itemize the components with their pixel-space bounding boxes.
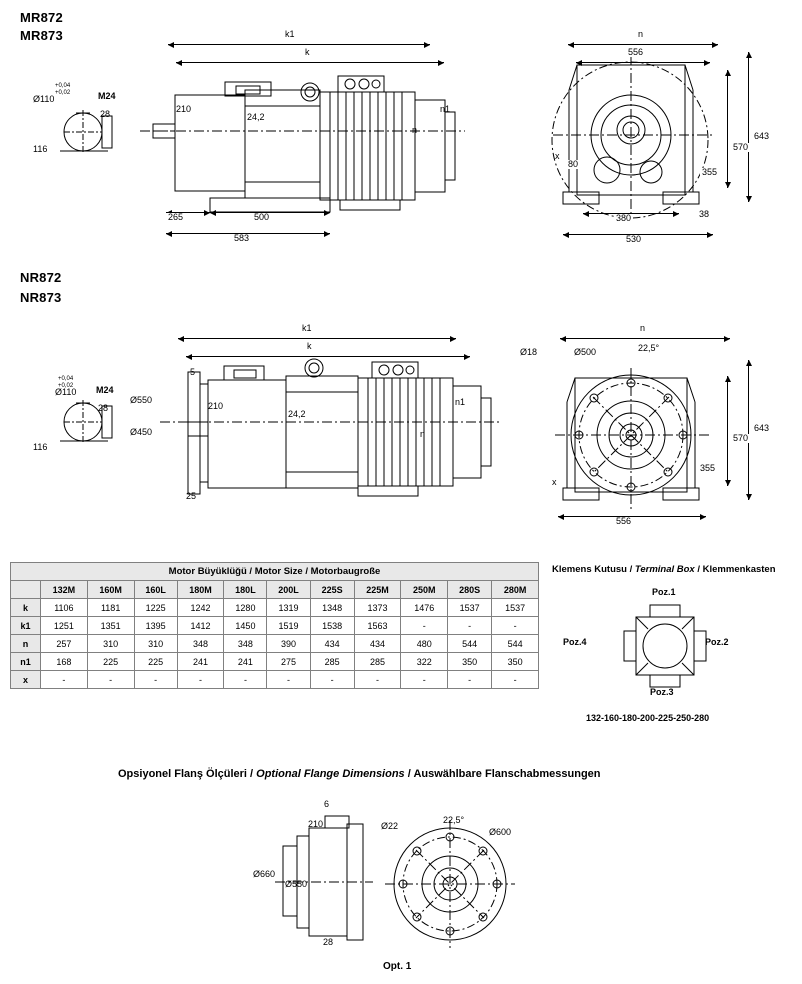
mr-front-dim-355: 355	[702, 167, 718, 177]
cell-n1-225M: 285	[354, 653, 401, 671]
flange-title-de: / Auswählbare Flanschabmessungen	[407, 768, 601, 780]
cell-k1-225M: 1563	[354, 617, 401, 635]
table-row	[11, 617, 539, 635]
table-size-180L: 180L	[224, 581, 267, 599]
table-row	[11, 599, 539, 617]
mr-front-dim-556-line	[576, 62, 710, 63]
cell-n-200L: 390	[267, 635, 310, 653]
cell-k1-132M: 1251	[41, 617, 88, 635]
nr-dim-5: 5	[190, 367, 196, 377]
mr-shaft-len-label: 28	[100, 109, 111, 119]
cell-k-225S: 1348	[310, 599, 354, 617]
cell-k-132M: 1106	[41, 599, 88, 617]
flange-title-tr: Opsiyonel Flanş Ölçüleri /	[118, 768, 254, 780]
cell-k-225M: 1373	[354, 599, 401, 617]
nr-dim-n1: n1	[455, 397, 466, 407]
terminal-box-title-tr: Klemens Kutusu /	[552, 564, 633, 575]
mr-side-view-drawing	[20, 20, 540, 260]
nr-dim-242: 24,2	[288, 409, 306, 419]
cell-x-250M: -	[401, 671, 448, 689]
nr-front-dim-570: 570	[733, 433, 749, 443]
cell-n-250M: 480	[401, 635, 448, 653]
nr-flange-h-label: 116	[33, 442, 48, 452]
table-size-180M: 180M	[177, 581, 224, 599]
cell-k1-160L: 1395	[134, 617, 177, 635]
table-rowlabel-n: n	[11, 635, 41, 653]
table-rowlabel-n1: n1	[11, 653, 41, 671]
table-row	[11, 671, 539, 689]
section-title-mr-line2: MR873	[20, 28, 63, 43]
cell-n1-180M: 241	[177, 653, 224, 671]
nr-dim-k1-text: k1	[302, 323, 312, 333]
table-rowlabel-x: x	[11, 671, 41, 689]
table-size-280S: 280S	[448, 581, 492, 599]
cell-n1-160M: 225	[87, 653, 134, 671]
cell-k1-180M: 1412	[177, 617, 224, 635]
nr-thread-label: M24	[96, 385, 114, 395]
nr-front-dim-n: n	[640, 323, 646, 333]
nr-dim-k-text: k	[307, 341, 312, 351]
flange-dim-210: 210	[308, 819, 324, 829]
cell-n1-132M: 168	[41, 653, 88, 671]
nr-dim-k1-line	[178, 338, 456, 339]
cell-n-132M: 257	[41, 635, 88, 653]
mr-dim-265: 265	[168, 212, 184, 222]
cell-n-180M: 348	[177, 635, 224, 653]
cell-k-280S: 1537	[448, 599, 492, 617]
nr-front-dim-643: 643	[754, 423, 770, 433]
section-title-nr-line1: NR872	[20, 270, 62, 285]
cell-k1-280M: -	[492, 617, 539, 635]
nr-front-dim-556: 556	[616, 516, 632, 526]
flange-dim-600: Ø600	[489, 827, 512, 837]
cell-k1-180L: 1450	[224, 617, 267, 635]
table-size-200L: 200L	[267, 581, 310, 599]
nr-shaft-tol-upper: +0,04	[58, 376, 74, 382]
cell-k1-160M: 1351	[87, 617, 134, 635]
cell-k-180L: 1280	[224, 599, 267, 617]
nr-front-dim-18: Ø18	[520, 347, 538, 357]
flange-dim-6: 6	[324, 799, 330, 809]
cell-k1-280S: -	[448, 617, 492, 635]
mr-front-dim-n-line	[568, 44, 718, 45]
nr-dim-210: 210	[208, 401, 224, 411]
cell-x-280M: -	[492, 671, 539, 689]
mr-front-dim-530: 530	[626, 234, 642, 244]
mr-shaft-tol-upper: +0,04	[55, 83, 71, 89]
nr-dim-450: Ø450	[130, 427, 153, 437]
cell-x-225M: -	[354, 671, 401, 689]
table-size-250M: 250M	[401, 581, 448, 599]
table-size-132M: 132M	[41, 581, 88, 599]
cell-n-280M: 544	[492, 635, 539, 653]
terminal-box-pos3: Poz.3	[650, 687, 674, 697]
nr-front-dim-x: x	[552, 477, 557, 487]
mr-front-dim-38: 38	[699, 209, 710, 219]
terminal-box-footnote: 132-160-180-200-225-250-280	[586, 713, 710, 723]
flange-dim-28: 28	[323, 937, 334, 947]
mr-front-dim-556: 556	[628, 47, 644, 57]
mr-dim-k-line	[176, 62, 444, 63]
cell-k1-200L: 1519	[267, 617, 310, 635]
cell-k-180M: 1242	[177, 599, 224, 617]
mr-dim-583: 583	[234, 233, 250, 243]
terminal-box-pos2: Poz.2	[705, 637, 729, 647]
nr-side-view-drawing	[20, 310, 540, 520]
cell-k1-225S: 1538	[310, 617, 354, 635]
nr-front-dim-355: 355	[700, 463, 716, 473]
terminal-box-pos4: Poz.4	[563, 637, 587, 647]
cell-k-200L: 1319	[267, 599, 310, 617]
nr-shaft-tol-lower: +0,02	[58, 382, 74, 389]
cell-n1-250M: 322	[401, 653, 448, 671]
mr-dim-500: 500	[254, 212, 270, 222]
cell-n1-280M: 350	[492, 653, 539, 671]
mr-front-dim-x: x	[555, 151, 560, 161]
nr-dim-n: n	[420, 429, 426, 439]
cell-n-280S: 544	[448, 635, 492, 653]
flange-title-en: Optional Flange Dimensions	[256, 768, 405, 780]
cell-n1-280S: 350	[448, 653, 492, 671]
cell-x-180L: -	[224, 671, 267, 689]
table-row	[11, 635, 539, 653]
mr-front-dim-380: 380	[616, 213, 632, 223]
section-title-mr-line1: MR872	[20, 10, 63, 25]
flange-caption: Opt. 1	[383, 961, 412, 972]
cell-k-160M: 1181	[87, 599, 134, 617]
terminal-box-title-de: / Klemmenkasten	[697, 564, 776, 575]
cell-k-280M: 1537	[492, 599, 539, 617]
mr-dim-k1-line	[168, 44, 430, 45]
mr-front-dim-643: 643	[754, 131, 770, 141]
nr-front-dim-n-line	[560, 338, 730, 339]
table-group-header: Motor Büyüklüğü / Motor Size / Motorbaugroße	[11, 563, 539, 581]
nr-dim-k-line	[186, 356, 470, 357]
mr-dim-n: n	[412, 125, 418, 135]
cell-n-225S: 434	[310, 635, 354, 653]
flange-dim-550: Ø550	[285, 879, 308, 889]
mr-dim-k1-text: k1	[285, 29, 295, 39]
cell-x-200L: -	[267, 671, 310, 689]
cell-x-160L: -	[134, 671, 177, 689]
flange-dim-660: Ø660	[253, 869, 276, 879]
cell-k-160L: 1225	[134, 599, 177, 617]
nr-shaft-len-label: 28	[98, 403, 109, 413]
cell-x-180M: -	[177, 671, 224, 689]
nr-front-dim-570-line	[727, 376, 728, 486]
mr-front-dim-80: 80	[568, 159, 579, 169]
mr-front-dim-n: n	[638, 29, 644, 39]
table-size-225M: 225M	[354, 581, 401, 599]
table-rowlabel-k: k	[11, 599, 41, 617]
nr-shaft-dia-label: Ø110	[55, 387, 77, 397]
mr-shaft-tol-lower: +0,02	[55, 89, 71, 96]
table-size-160L: 160L	[134, 581, 177, 599]
table-rowlabel-k1: k1	[11, 617, 41, 635]
cell-n-160L: 310	[134, 635, 177, 653]
mr-dim-242: 24,2	[247, 112, 265, 122]
terminal-box-pos1: Poz.1	[652, 587, 676, 597]
flange-angle: 22,5°	[443, 815, 465, 825]
mr-dim-n1: n1	[440, 104, 451, 114]
mr-front-dim-643-line	[748, 52, 749, 202]
cell-n-225M: 434	[354, 635, 401, 653]
cell-n-160M: 310	[87, 635, 134, 653]
nr-front-dim-643-line	[748, 360, 749, 500]
cell-n1-160L: 225	[134, 653, 177, 671]
cell-n1-180L: 241	[224, 653, 267, 671]
table-size-225S: 225S	[310, 581, 354, 599]
terminal-box-title	[552, 564, 776, 575]
mr-thread-label: M24	[98, 91, 116, 101]
flange-dim-22: Ø22	[381, 821, 399, 831]
nr-front-dim-500: Ø500	[574, 347, 597, 357]
cell-x-160M: -	[87, 671, 134, 689]
table-size-160M: 160M	[87, 581, 134, 599]
mr-front-dim-570: 570	[733, 142, 749, 152]
nr-front-angle: 22,5°	[638, 343, 660, 353]
cell-n-180L: 348	[224, 635, 267, 653]
terminal-box-title-en: Terminal Box	[634, 564, 695, 575]
cell-x-225S: -	[310, 671, 354, 689]
table-row	[11, 653, 539, 671]
cell-n1-225S: 285	[310, 653, 354, 671]
cell-k-250M: 1476	[401, 599, 448, 617]
flange-section-title	[118, 768, 601, 780]
dimensions-table-wrapper	[10, 562, 539, 689]
table-size-header-row	[11, 581, 539, 599]
mr-dim-k-text: k	[305, 47, 310, 57]
cell-x-132M: -	[41, 671, 88, 689]
mr-shaft-dia-label: Ø110	[33, 94, 55, 104]
cell-k1-250M: -	[401, 617, 448, 635]
mr-dim-210: 210	[176, 104, 192, 114]
cell-x-280S: -	[448, 671, 492, 689]
section-title-nr-line2: NR873	[20, 290, 62, 305]
mr-flange-h-label: 116	[33, 144, 48, 154]
nr-dim-25: 25	[186, 491, 197, 501]
table-corner-cell	[11, 581, 41, 599]
mr-front-dim-570-line	[727, 70, 728, 188]
cell-n1-200L: 275	[267, 653, 310, 671]
dimensions-table	[10, 562, 539, 689]
table-size-280M: 280M	[492, 581, 539, 599]
nr-dim-550: Ø550	[130, 395, 153, 405]
